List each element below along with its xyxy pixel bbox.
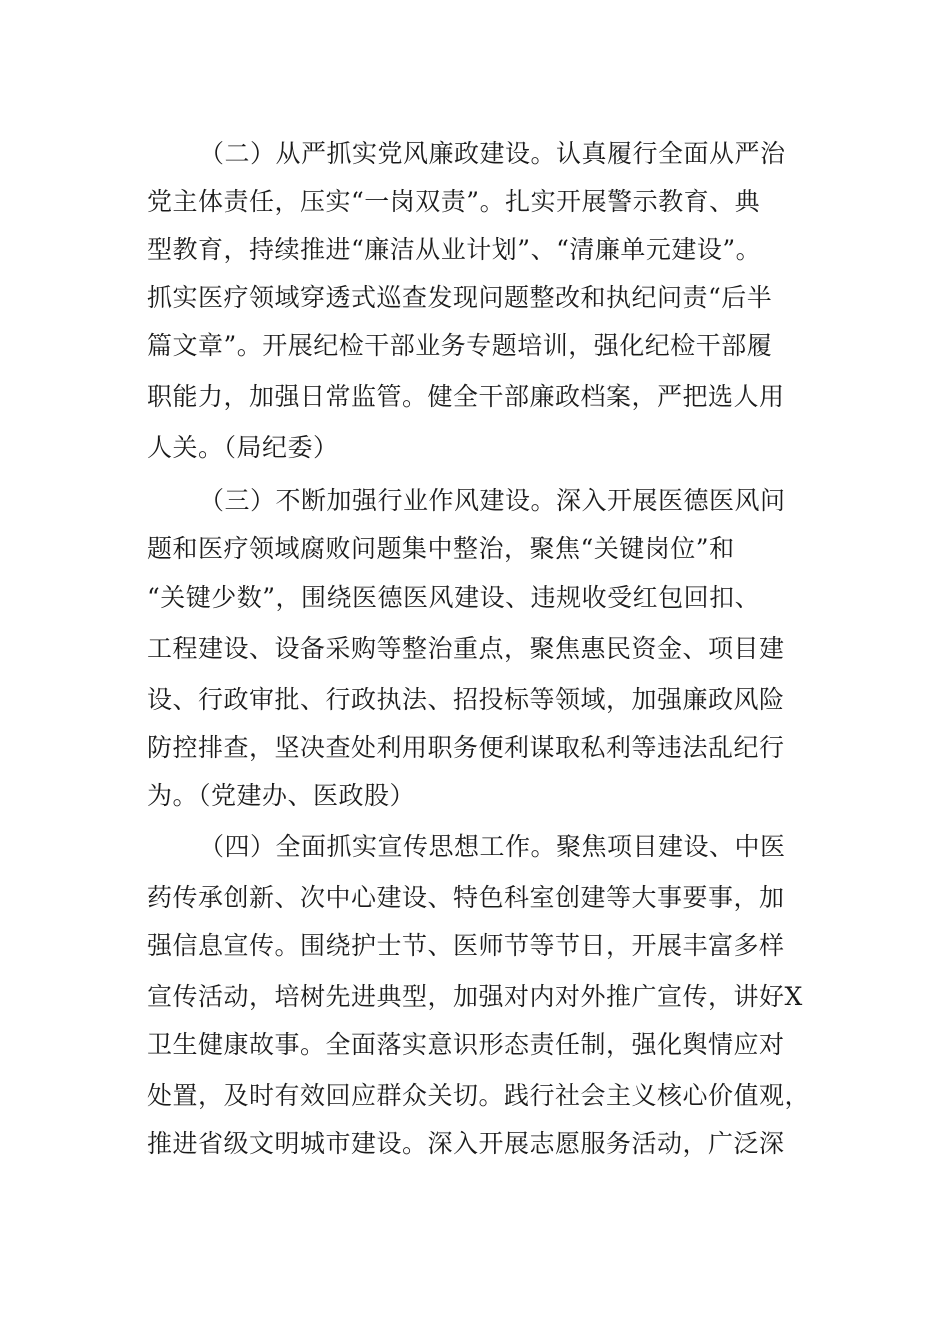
text-line: 卫生健康故事。全面落实意识形态责任制，强化舆情应对 [147,1030,785,1059]
text-line: 推进省级文明城市建设。深入开展志愿服务活动，广泛深 [147,1129,785,1158]
text-line: 防控排查，坚决查处利用职务便利谋取私利等违法乱纪行 [147,733,785,762]
text-line: 宣传活动，培树先进典型，加强对内对外推广宣传，讲好X [147,982,803,1011]
text-line: 篇文章”。开展纪检干部业务专题培训，强化纪检干部履 [147,331,773,360]
text-line: 强信息宣传。围绕护士节、医师节等节日，开展丰富多样 [147,931,785,960]
text-line: 职能力，加强日常监管。健全干部廉政档案，严把选人用 [147,382,785,411]
text-line: 处置，及时有效回应群众关切。践行社会主义核心价值观， [147,1081,811,1110]
text-line: “关键少数”，围绕医德医风建设、违规收受红包回扣、 [147,583,761,612]
text-line: 抓实医疗领域穿透式巡查发现问题整改和执纪问责“后半 [147,283,773,312]
paragraph-4-heading-line: （四）全面抓实宣传思想工作。聚焦项目建设、中医 [199,832,786,861]
text-line: 药传承创新、次中心建设、特色科室创建等大事要事，加 [147,883,785,912]
paragraph-3-heading-line: （三）不断加强行业作风建设。深入开展医德医风问 [199,486,786,515]
paragraph-2-heading-line: （二）从严抓实党风廉政建设。认真履行全面从严治 [199,139,786,168]
text-line: 工程建设、设备采购等整治重点，聚焦惠民资金、项目建 [147,634,785,663]
text-line: 型教育，持续推进“廉洁从业计划”、“清廉单元建设”。 [147,235,762,264]
text-line: 设、行政审批、行政执法、招投标等领域，加强廉政风险 [147,685,785,714]
text-line: 人关。（局纪委） [147,433,339,462]
text-line: 党主体责任，压实“一岗双责”。扎实开展警示教育、典 [147,187,761,216]
text-line: 为。（党建办、医政股） [147,781,416,810]
text-line: 题和医疗领域腐败问题集中整治，聚焦“关键岗位”和 [147,534,735,563]
